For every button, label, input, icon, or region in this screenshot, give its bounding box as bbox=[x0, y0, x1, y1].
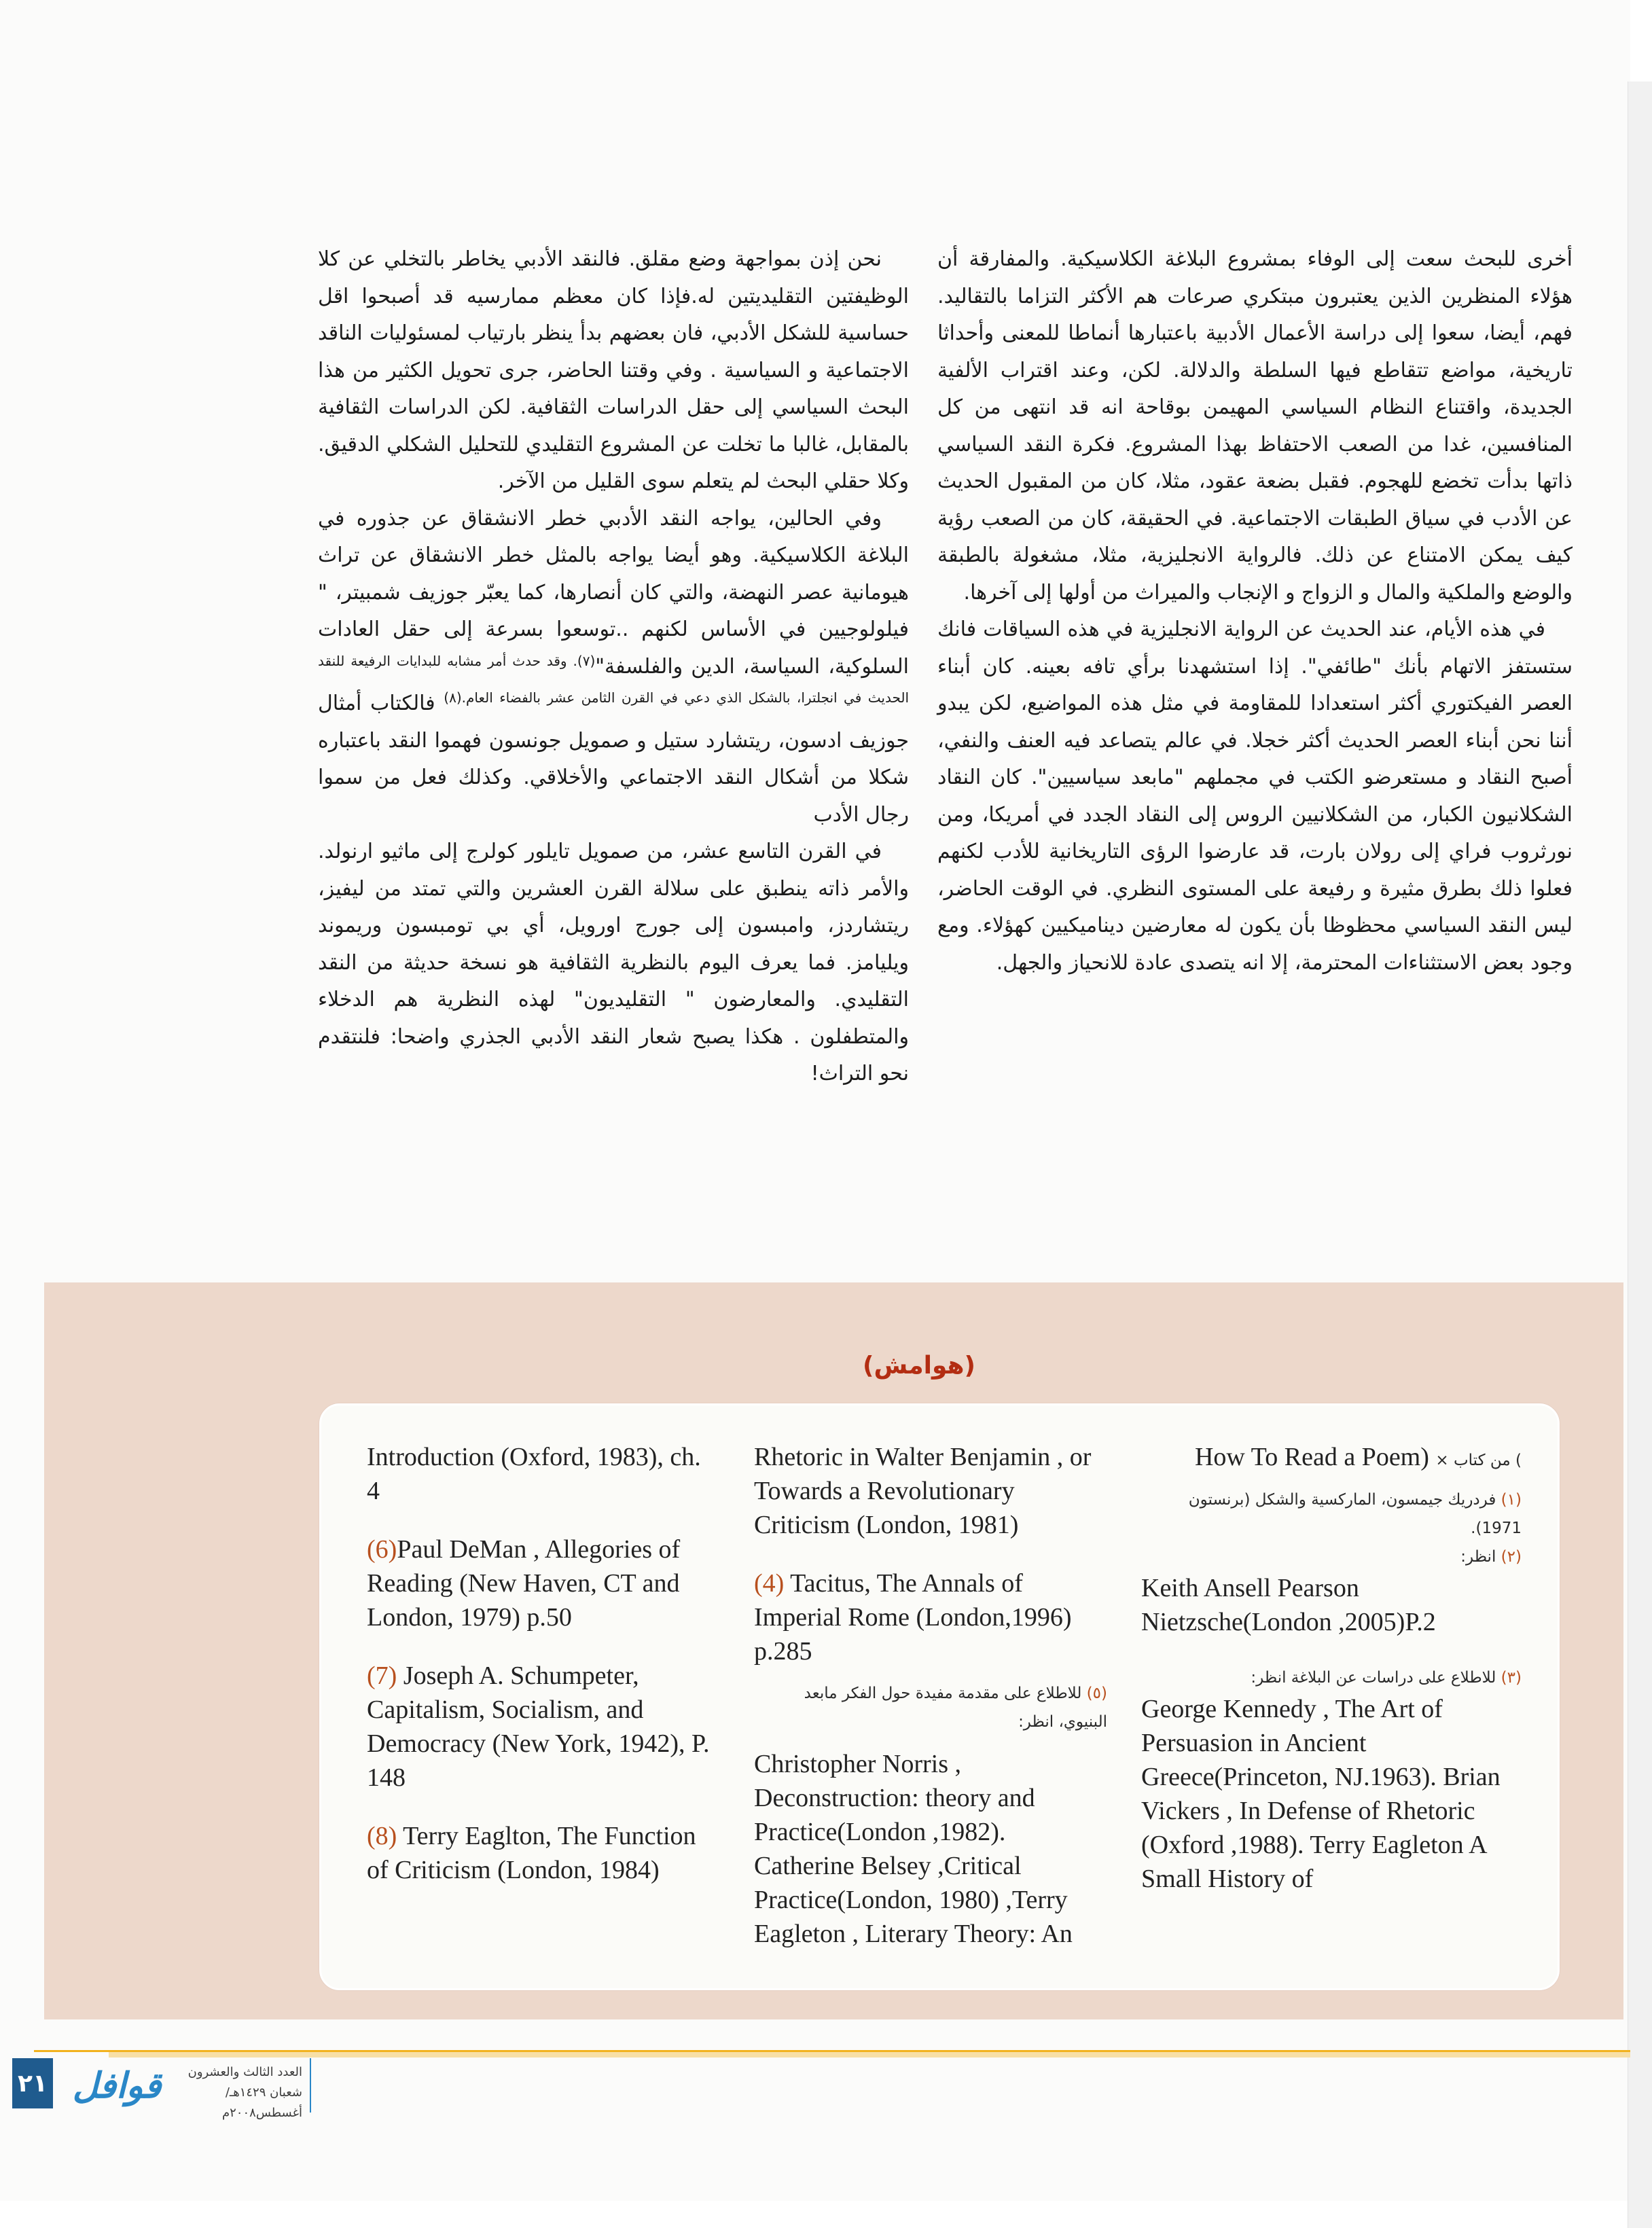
issue-date: شعبان ١٤٢٩هـ/ أغسطس٢٠٠٨م bbox=[221, 2085, 302, 2120]
footnote-number: (6) bbox=[367, 1535, 397, 1564]
footnote-text: فردريك جيمسون، الماركسية والشكل (برنستون 1971). bbox=[1188, 1491, 1522, 1537]
footnote-label: للاطلاع على دراسات عن البلاغة انظر: bbox=[1251, 1669, 1501, 1687]
footnote-reference: George Kennedy , The Art of Persuasion in Ancient Greece(Princeton, NJ.1963). Brian Vickers , In Defense of Rhetoric (Oxford ,1988). Terry Eagleton A Small History of bbox=[1141, 1695, 1501, 1893]
footnote-continuation: Introduction (Oxford, 1983), ch. 4 bbox=[367, 1443, 701, 1505]
footnote-4 bbox=[754, 1566, 1107, 1668]
footnote-reference: Christopher Norris , Deconstruction: theory and Practice(London ,1982). Catherine Belsey ,Critical Practice(London, 1980) ,Terry Eagleton , Literary Theory: An bbox=[754, 1750, 1073, 1948]
footnotes-column-left bbox=[367, 1440, 720, 1887]
article-paragraph: أخرى للبحث سعت إلى الوفاء بمشروع البلاغة الكلاسيكية. والمفارقة أن هؤلاء المنظرين الذين يعتبرون مبتكري صرعات هم الأكثر التزاما بالتقاليد. فهم، أيضا، سعوا إلى دراسة الأعمال الأدبية باعتبارها أنماطا للمعنى وأحداثا تاريخية، مواضع تتقاطع فيها السلطة والدلالة. لكن، وعند اقتراب الألفية الجديدة، واقتناع النظام السياسي المهيمن بوقاحة انه قد انتهى من كل المنافسين، غدا من الصعب الاحتفاظ بهذا المشروع. فكرة النقد السياسي ذاتها بدأت تخضع للهجوم. فقبل بضعة عقود، مثلا، كان من المقبول الحديث عن الأدب في سياق الطبقات الاجتماعية. في الحقيقة، كان من الصعب رؤية كيف يمكن الامتناع عن ذلك. فالرواية الانجليزية، مثلا، مشغولة بالطبقة والوضع والملكية والمال و الزواج و الإنجاب والميراث من أولها إلى آخرها. bbox=[937, 247, 1573, 605]
footer-divider bbox=[310, 2058, 311, 2113]
article-paragraph: في القرن التاسع عشر، من صمويل تايلور كولرج إلى ماثيو ارنولد. والأمر ذاته ينطبق على سلالة القرن العشرين والتي تمتد من ليفيز، ريتشاردز، وامبسون إلى جورج اورويل، أي بي تومبسون وريموند ويليامز. فما يعرف اليوم بالنظرية الثقافية هو نسخة حديثة من النقد التقليدي. والمعارضون " التقليديون" لهذه النظرية هم الدخلاء والمتطفلون . هكذا يصبح شعار النقد الأدبي الجذري واضحا: فلنتقدم نحو التراث! bbox=[318, 840, 909, 1085]
footnote-7 bbox=[367, 1659, 720, 1795]
footnotes-title: (هوامش) bbox=[863, 1352, 975, 1380]
paragraph-text: فالكتاب أمثال جوزيف ادسون، ريتشارد ستيل و صمويل جونسون فهموا النقد باعتباره شكلا من أشكال النقد الاجتماعي والأخلاقي. وكذلك فعل من سموا رجال الأدب bbox=[318, 691, 909, 827]
footnotes-column-middle bbox=[754, 1440, 1107, 1951]
footnote-number: (٥) bbox=[1086, 1685, 1107, 1702]
footer-band bbox=[109, 2052, 1630, 2058]
magazine-logo: قوافل bbox=[72, 2064, 162, 2106]
footnote-3 bbox=[1141, 1664, 1522, 1692]
footnote-2 bbox=[1141, 1543, 1522, 1571]
footnotes-column-right bbox=[1141, 1440, 1522, 1896]
page-number: ٢١ bbox=[12, 2058, 53, 2108]
footnote-number: (١) bbox=[1501, 1491, 1522, 1509]
footnote-number: (٢) bbox=[1501, 1548, 1522, 1566]
footnote-label: للاطلاع على مقدمة مفيدة حول الفكر مابعد البنيوي، انظر: bbox=[804, 1685, 1107, 1731]
article-column-left bbox=[318, 241, 909, 1093]
page-edge bbox=[1628, 82, 1652, 2228]
footnote-5 bbox=[754, 1679, 1107, 1736]
footnote-number: (4) bbox=[754, 1569, 785, 1598]
footnote-8 bbox=[367, 1819, 720, 1887]
article-column-right bbox=[937, 241, 1573, 982]
issue-info bbox=[173, 2062, 302, 2123]
footnote-label: انظر: bbox=[1460, 1548, 1501, 1566]
footnote-text: How To Read a Poem) bbox=[1194, 1443, 1429, 1471]
footnote-marker: (٧). وقد حدث أمر مشابه للبدايات الرفيعة للنقد الحديث في انجلترا، بالشكل الذي دعي في القرن الثامن عشر بالفضاء العام. bbox=[318, 652, 910, 706]
footnote-marker: (٨) bbox=[444, 689, 462, 706]
footnote-number: (8) bbox=[367, 1822, 397, 1850]
footnote-6 bbox=[367, 1532, 720, 1634]
footnote-label: × من كتاب ( bbox=[1435, 1452, 1522, 1469]
footnote-continuation: Rhetoric in Walter Benjamin , or Towards a Revolutionary Criticism (London, 1981) bbox=[754, 1443, 1092, 1539]
paragraph-text: وفي الحالين، يواجه النقد الأدبي خطر الانشقاق عن جذوره في البلاغة الكلاسيكية. وهو أيضا يواجه بالمثل خطر الانشقاق عن تراث هيومانية عصر النهضة، والتي كان أنصارها، كما يعبّر جوزيف شمبيتر، " فيلولوجيين في الأساس لكنهم ..توسعوا بسرعة إلى حقل العادات السلوكية، السياسة، الدين والفلسفة" bbox=[318, 506, 910, 679]
footnote-number: (٣) bbox=[1501, 1669, 1522, 1687]
article-paragraph: نحن إذن بمواجهة وضع مقلق. فالنقد الأدبي يخاطر بالتخلي عن كلا الوظيفتين التقليديتين له.فإذا كان معظم ممارسيه قد أصبحوا اقل حساسية للشكل الأدبي، فان بعضهم بدأ ينظر بارتياب لمسئوليات الناقد الاجتماعية و السياسية . وفي وقتنا الحاضر، جرى تحويل الكثير من هذا البحث السياسي إلى حقل الدراسات الثقافية. لكن الدراسات الثقافية بالمقابل، غالبا ما تخلت عن المشروع التقليدي للتحليل الشكلي الدقيق. وكلا حقلي البحث لم يتعلم سوى القليل من الآخر. bbox=[318, 247, 909, 493]
article-paragraph bbox=[318, 501, 909, 834]
footnote-text: Tacitus, The Annals of Imperial Rome (London,1996) p.285 bbox=[754, 1569, 1072, 1666]
article-paragraph: في هذه الأيام، عند الحديث عن الرواية الانجليزية في هذه السياقات فانك ستستفز الاتهام بأنك "طائفي". إذا استشهدنا برأي تافه بعينه. كان أبناء العصر الفيكتوري أكثر استعدادا للمقاومة في مثل هذه المواضيع، لكن يبدو أننا نحن أبناء العصر الحديث أكثر خجلا. في عالم يتصاعد فيه العنف والنفي، أصبح النقاد و مستعرضو الكتب في مجملهم "مابعد سياسيين". كان النقاد الشكلانيون الكبار، من الشكلانيين الروس إلى النقاد الجدد في أمريكا، ومن نورثروب فراي إلى رولان بارت، قد عارضوا الرؤى التاريخانية للأدب لكنهم فعلوا ذلك بطرق مثيرة و رفيعة على المستوى النظري. في الوقت الحاضر، ليس النقد السياسي محظوظا بأن يكون له معارضين ديناميكيين كهؤلاء. ومع وجود بعض الاستثناءات المحترمة، إلا انه يتصدى عادة للانحياز والجهل. bbox=[937, 617, 1573, 975]
issue-number: العدد الثالث والعشرون bbox=[187, 2065, 302, 2079]
footnote-star bbox=[1141, 1440, 1522, 1475]
footnote-number: (7) bbox=[367, 1661, 397, 1690]
footnote-reference: Keith Ansell Pearson Nietzsche(London ,2005)P.2 bbox=[1141, 1574, 1436, 1636]
footnote-1 bbox=[1141, 1486, 1522, 1543]
footnote-text: Paul DeMan , Allegories of Reading (New Haven, CT and London, 1979) p.50 bbox=[367, 1535, 681, 1632]
footnote-text: Terry Eaglton, The Function of Criticism (London, 1984) bbox=[367, 1822, 696, 1884]
footnote-text: Joseph A. Schumpeter, Capitalism, Socialism, and Democracy (New York, 1942), P. 148 bbox=[367, 1661, 710, 1792]
